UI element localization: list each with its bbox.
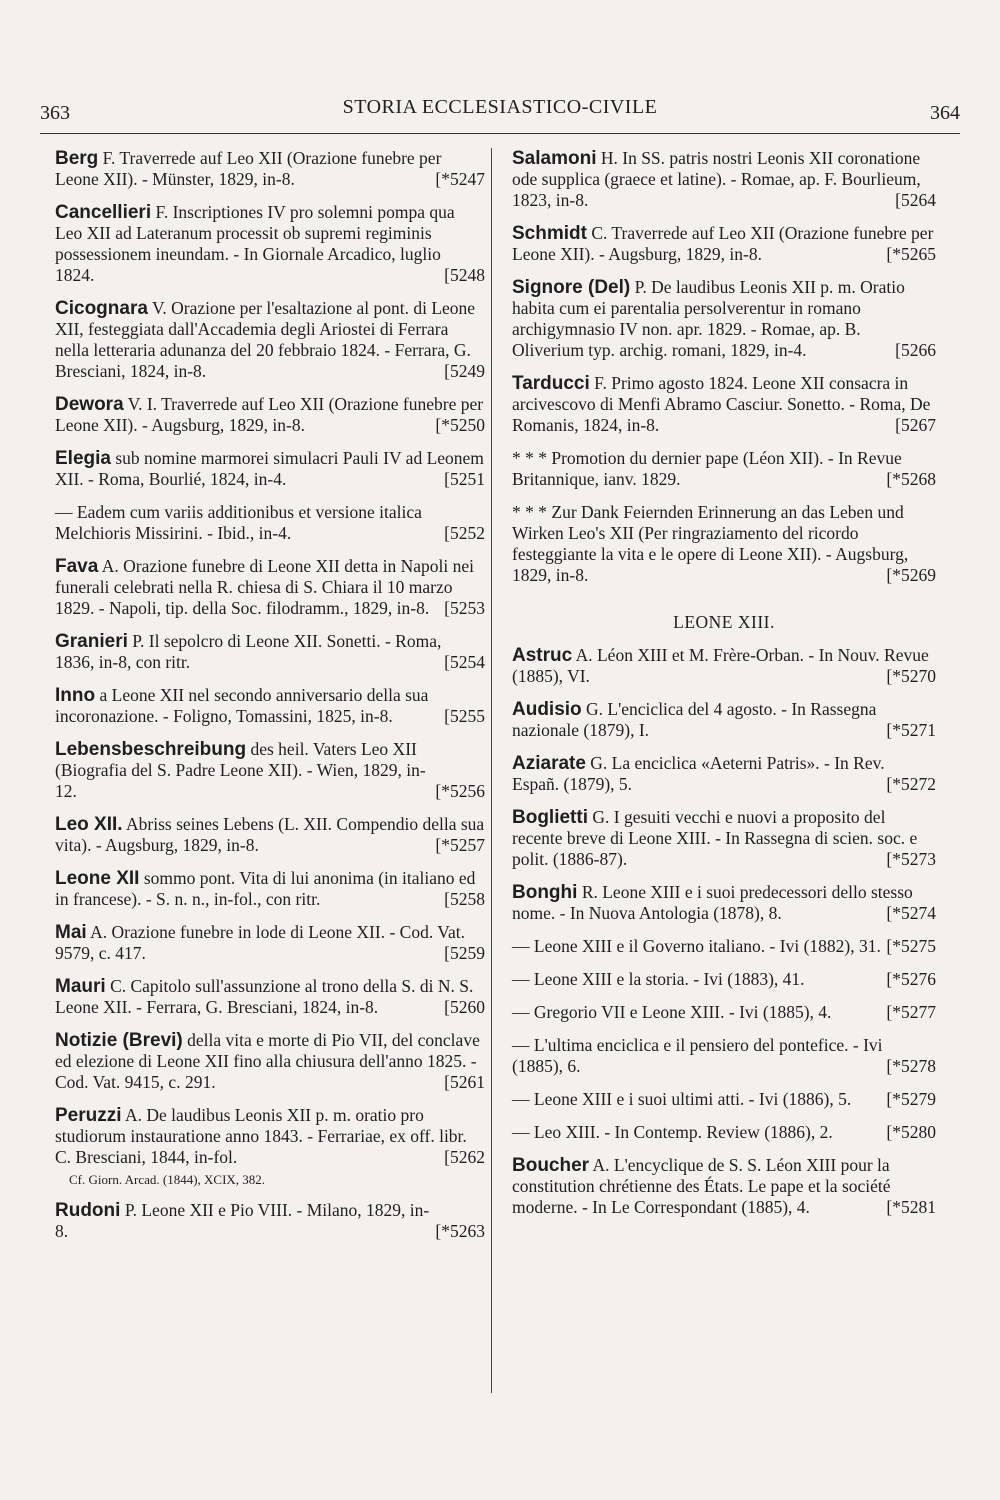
entry-number: [5252: [438, 523, 485, 544]
entry-headword: Astruc: [512, 645, 573, 666]
bibliography-entry: [55, 922, 485, 964]
entry-number: [*5257: [429, 835, 485, 856]
bibliography-entry: [512, 1122, 936, 1143]
entry-number: [5251: [438, 469, 485, 490]
entry-number: [5262: [438, 1147, 485, 1168]
entry-headword: Notizie (Brevi): [55, 1030, 183, 1051]
bibliography-entry: [512, 936, 936, 957]
entry-number: [5248: [438, 265, 485, 286]
entry-number: [5259: [438, 943, 485, 964]
bibliography-entry: [512, 448, 936, 490]
entry-number: [*5275: [880, 936, 936, 957]
bibliography-entry: [55, 631, 485, 673]
entry-number: [*5265: [880, 244, 936, 265]
bibliography-entry: [55, 1030, 485, 1093]
page-number-left: 363: [40, 102, 70, 124]
entry-text: des heil. Vaters Leo XII (Biografia del S. Padre Leone XII). - Wien, 1829, in-12.: [55, 739, 426, 801]
entry-number: [5264: [889, 190, 936, 211]
entry-text: Leone XIII e la storia. - Ivi (1883), 41.: [533, 969, 805, 989]
entry-number: [*5269: [880, 565, 936, 586]
bibliography-entry: [55, 448, 485, 490]
bibliography-entry: [512, 1035, 936, 1077]
entry-text: sub nomine marmorei simulacri Pauli IV ad Leonem XII. - Roma, Bourlié, 1824, in-4.: [55, 448, 484, 489]
left-column: [55, 148, 485, 1254]
entry-number: [5258: [438, 889, 485, 910]
entry-number: [5260: [438, 997, 485, 1018]
entry-headword: Signore (Del): [512, 277, 631, 298]
entry-headword: Dewora: [55, 394, 124, 415]
entry-headword: Lebensbeschreibung: [55, 739, 247, 760]
entry-text: A. De laudibus Leonis XII p. m. oratio pro studiorum instauratione anno 1843. - Ferrariae, ex off. libr. C. Bresciani, 1844, in-fol.: [55, 1105, 467, 1167]
entry-text: Leone XIII e i suoi ultimi atti. - Ivi (1886), 5.: [533, 1089, 852, 1109]
entry-headword: Salamoni: [512, 148, 597, 169]
bibliography-entry: [55, 976, 485, 1018]
bibliography-entry: [512, 882, 936, 924]
entry-number: [5253: [438, 598, 485, 619]
entry-headword: Elegia: [55, 448, 111, 469]
entry-text: F. Primo agosto 1824. Leone XII consacra in arcivescovo di Menfi Abramo Casciur. Sonetto. - Roma, De Romanis, 1824, in-8.: [512, 373, 931, 435]
entry-number: [5255: [438, 706, 485, 727]
entry-text: della vita e morte di Pio VII, del conclave ed elezione di Leone XII fino alla chiusura dell'anno 1825. - Cod. Vat. 9415, c. 291.: [55, 1030, 480, 1092]
entry-text: a Leone XII nel secondo anniversario della sua incoronazione. - Foligno, Tomassini, 1825, in-8.: [55, 685, 429, 726]
bibliography-entry: [55, 298, 485, 382]
bibliography-entry: [512, 223, 936, 265]
entry-number: [*5274: [880, 903, 936, 924]
entry-text: G. L'enciclica del 4 agosto. - In Rassegna nazionale (1879), I.: [512, 699, 877, 740]
entry-headword: Leone XII: [55, 868, 140, 889]
entry-headword: —: [512, 1035, 530, 1055]
entry-number: [*5250: [429, 415, 485, 436]
entry-number: [5267: [889, 415, 936, 436]
bibliography-entry: [512, 753, 936, 795]
entry-text: R. Leone XIII e i suoi predecessori dello stesso nome. - In Nuova Antologia (1878), 8.: [512, 882, 913, 923]
bibliography-entry: [512, 1155, 936, 1218]
entry-number: [5254: [438, 652, 485, 673]
entry-text: H. In SS. patris nostri Leonis XII coronatione ode supplica (graece et latine). - Romae, ap. F. Bourlieum, 1823, in-8.: [512, 148, 921, 210]
entry-text: C. Capitolo sull'assunzione al trono della S. di N. S. Leone XII. - Ferrara, G. Bresciani, 1824, in-8.: [55, 976, 474, 1017]
bibliography-entry: [512, 699, 936, 741]
header-rule: [40, 133, 960, 134]
entry-number: [*5256: [429, 781, 485, 802]
bibliography-entry: [55, 556, 485, 619]
entry-number: [*5278: [880, 1056, 936, 1077]
entry-headword: Aziarate: [512, 753, 586, 774]
entry-text: A. L'encyclique de S. S. Léon XIII pour la constitution chrétienne des États. Le pape et la société moderne. - In Le Correspondant (1885), 4.: [512, 1155, 891, 1217]
column-divider: [491, 148, 492, 1393]
bibliography-entry: [55, 868, 485, 910]
entry-headword: Mai: [55, 922, 87, 943]
bibliography-entry: [55, 814, 485, 856]
entry-headword: Audisio: [512, 699, 582, 720]
entry-text: Gregorio VII e Leone XIII. - Ivi (1885), 4.: [533, 1002, 832, 1022]
entry-headword: Cicognara: [55, 298, 148, 319]
entry-headword: Boucher: [512, 1155, 590, 1176]
bibliography-entry: [55, 202, 485, 286]
entry-headword: Rudoni: [55, 1200, 121, 1221]
entry-number: [*5273: [880, 849, 936, 870]
entry-number: [5266: [889, 340, 936, 361]
entry-number: [*5281: [880, 1197, 936, 1218]
entry-number: [*5247: [429, 169, 485, 190]
bibliography-entry: [512, 373, 936, 436]
entry-text: V. Orazione per l'esaltazione al pont. di Leone XII, festeggiata dall'Accademia degli Ariostei di Ferrara nella letteraria adunanza del 20 febbraio 1824. - Ferrara, G. Bresciani, 1824, in-8.: [55, 298, 476, 381]
entry-headword: Leo XII.: [55, 814, 123, 835]
entry-text: A. Léon XIII et M. Frère-Orban. - In Nouv. Revue (1885), VI.: [512, 645, 929, 686]
entry-number: [*5271: [880, 720, 936, 741]
entry-text: Zur Dank Feiernden Erinnerung an das Leben und Wirken Leo's XII (Per ringraziamento del ricordo festeggiante la vita e le opere di Leone XII). - Augsburg, 1829, in-8.: [512, 502, 909, 585]
entry-headword: Cancellieri: [55, 202, 152, 223]
entry-text: G. La enciclica «Aeterni Patris». - In Rev. Españ. (1879), 5.: [512, 753, 885, 794]
entry-headword: Boglietti: [512, 807, 588, 828]
bibliography-entry: [55, 394, 485, 436]
entry-text: L'ultima enciclica e il pensiero del pontefice. - Ivi (1885), 6.: [512, 1035, 883, 1076]
entry-headword: * * *: [512, 502, 547, 522]
entry-text: A. Orazione funebre in lode di Leone XII. - Cod. Vat. 9579, c. 417.: [55, 922, 465, 963]
entry-text: Leone XIII e il Governo italiano. - Ivi (1882), 31.: [533, 936, 881, 956]
entry-text: A. Orazione funebre di Leone XII detta in Napoli nei funerali celebrati nella R. chiesa di S. Chiara il 10 marzo 1829. - Napoli, tip. della Soc. filodramm., 1829, in-8.: [55, 556, 474, 618]
bibliography-entry: [55, 685, 485, 727]
entry-text: V. I. Traverrede auf Leo XII (Orazione funebre per Leone XII). - Augsburg, 1829, in-8.: [55, 394, 484, 435]
entry-number: [*5272: [880, 774, 936, 795]
entry-headword: —: [55, 502, 73, 522]
running-head: [40, 96, 960, 130]
entry-number: [*5280: [880, 1122, 936, 1143]
entry-text: P. Leone XII e Pio VIII. - Milano, 1829, in-8.: [55, 1200, 430, 1241]
entry-number: [*5276: [880, 969, 936, 990]
entry-text: P. Il sepolcro di Leone XII. Sonetti. - Roma, 1836, in-8, con ritr.: [55, 631, 442, 672]
bibliography-entry: [55, 148, 485, 190]
bibliography-entry: [55, 739, 485, 802]
section-heading: LEONE XIII.: [673, 612, 775, 632]
entry-text: G. I gesuiti vecchi e nuovi a proposito del recente breve di Leone XIII. - In Rassegna di scien. soc. e polit. (1886-87).: [512, 807, 918, 869]
entry-headword: * * *: [512, 448, 547, 468]
entry-text: Leo XIII. - In Contemp. Review (1886), 2.: [533, 1122, 833, 1142]
entry-number: [*5277: [880, 1002, 936, 1023]
entry-text: C. Traverrede auf Leo XII (Orazione funebre per Leone XII). - Augsburg, 1829, in-8.: [512, 223, 934, 264]
bibliography-entry: [55, 1200, 485, 1242]
entry-text: P. De laudibus Leonis XII p. m. Oratio habita cum ei parentalia persolverentur in romano archigymnasio IV non. apr. 1829. - Romae, ap. B. Oliverium typ. archig. romani, 1829, in-4.: [512, 277, 905, 360]
bibliography-entry: [512, 1089, 936, 1110]
entry-headword: —: [512, 1089, 530, 1109]
bibliography-entry: [55, 1105, 485, 1168]
entry-headword: Inno: [55, 685, 96, 706]
bibliography-entry: [512, 502, 936, 586]
bibliography-entry: [512, 645, 936, 687]
entry-text: sommo pont. Vita di lui anonima (in italiano ed in francese). - S. n. n., in-fol., con ritr.: [55, 868, 476, 909]
page-number-right: 364: [930, 102, 960, 124]
entry-headword: Schmidt: [512, 223, 587, 244]
entry-headword: Tarducci: [512, 373, 590, 394]
entry-text: F. Traverrede auf Leo XII (Orazione funebre per Leone XII). - Münster, 1829, in-8.: [55, 148, 442, 189]
entry-text: Abriss seines Lebens (L. XII. Compendio della sua vita). - Augsburg, 1829, in-8.: [55, 814, 485, 855]
entry-note: Cf. Giorn. Arcad. (1844), XCIX, 382.: [69, 1172, 266, 1187]
right-column: [512, 148, 936, 1230]
entry-number: [5249: [438, 361, 485, 382]
bibliography-entry: [512, 807, 936, 870]
entry-headword: Bonghi: [512, 882, 578, 903]
entry-headword: Fava: [55, 556, 99, 577]
entry-headword: —: [512, 1002, 530, 1022]
entry-text: Promotion du dernier pape (Léon XII). - In Revue Britannique, ianv. 1829.: [512, 448, 902, 489]
entry-text: Eadem cum variis additionibus et versione italica Melchioris Missirini. - Ibid., in-4.: [55, 502, 422, 543]
entry-number: [*5268: [880, 469, 936, 490]
entry-text: F. Inscriptiones IV pro solemni pompa qua Leo XII ad Lateranum processit ob supremi regiminis possessionem ineundam. - In Giornale Arcadico, luglio 1824.: [55, 202, 455, 285]
entry-headword: Granieri: [55, 631, 128, 652]
entry-number: [*5263: [429, 1221, 485, 1242]
bibliography-entry: [512, 148, 936, 211]
entry-headword: Berg: [55, 148, 99, 169]
entry-headword: —: [512, 936, 530, 956]
entry-headword: Peruzzi: [55, 1105, 122, 1126]
bibliography-entry: [55, 502, 485, 544]
entry-headword: —: [512, 969, 530, 989]
entry-headword: —: [512, 1122, 530, 1142]
entry-headword: Mauri: [55, 976, 106, 997]
bibliography-entry: [512, 969, 936, 990]
bibliography-entry: [512, 1002, 936, 1023]
entry-number: [*5279: [880, 1089, 936, 1110]
entry-number: [5261: [438, 1072, 485, 1093]
entry-number: [*5270: [880, 666, 936, 687]
bibliography-entry: [512, 277, 936, 361]
running-title: STORIA ECCLESIASTICO-CIVILE: [342, 96, 658, 118]
